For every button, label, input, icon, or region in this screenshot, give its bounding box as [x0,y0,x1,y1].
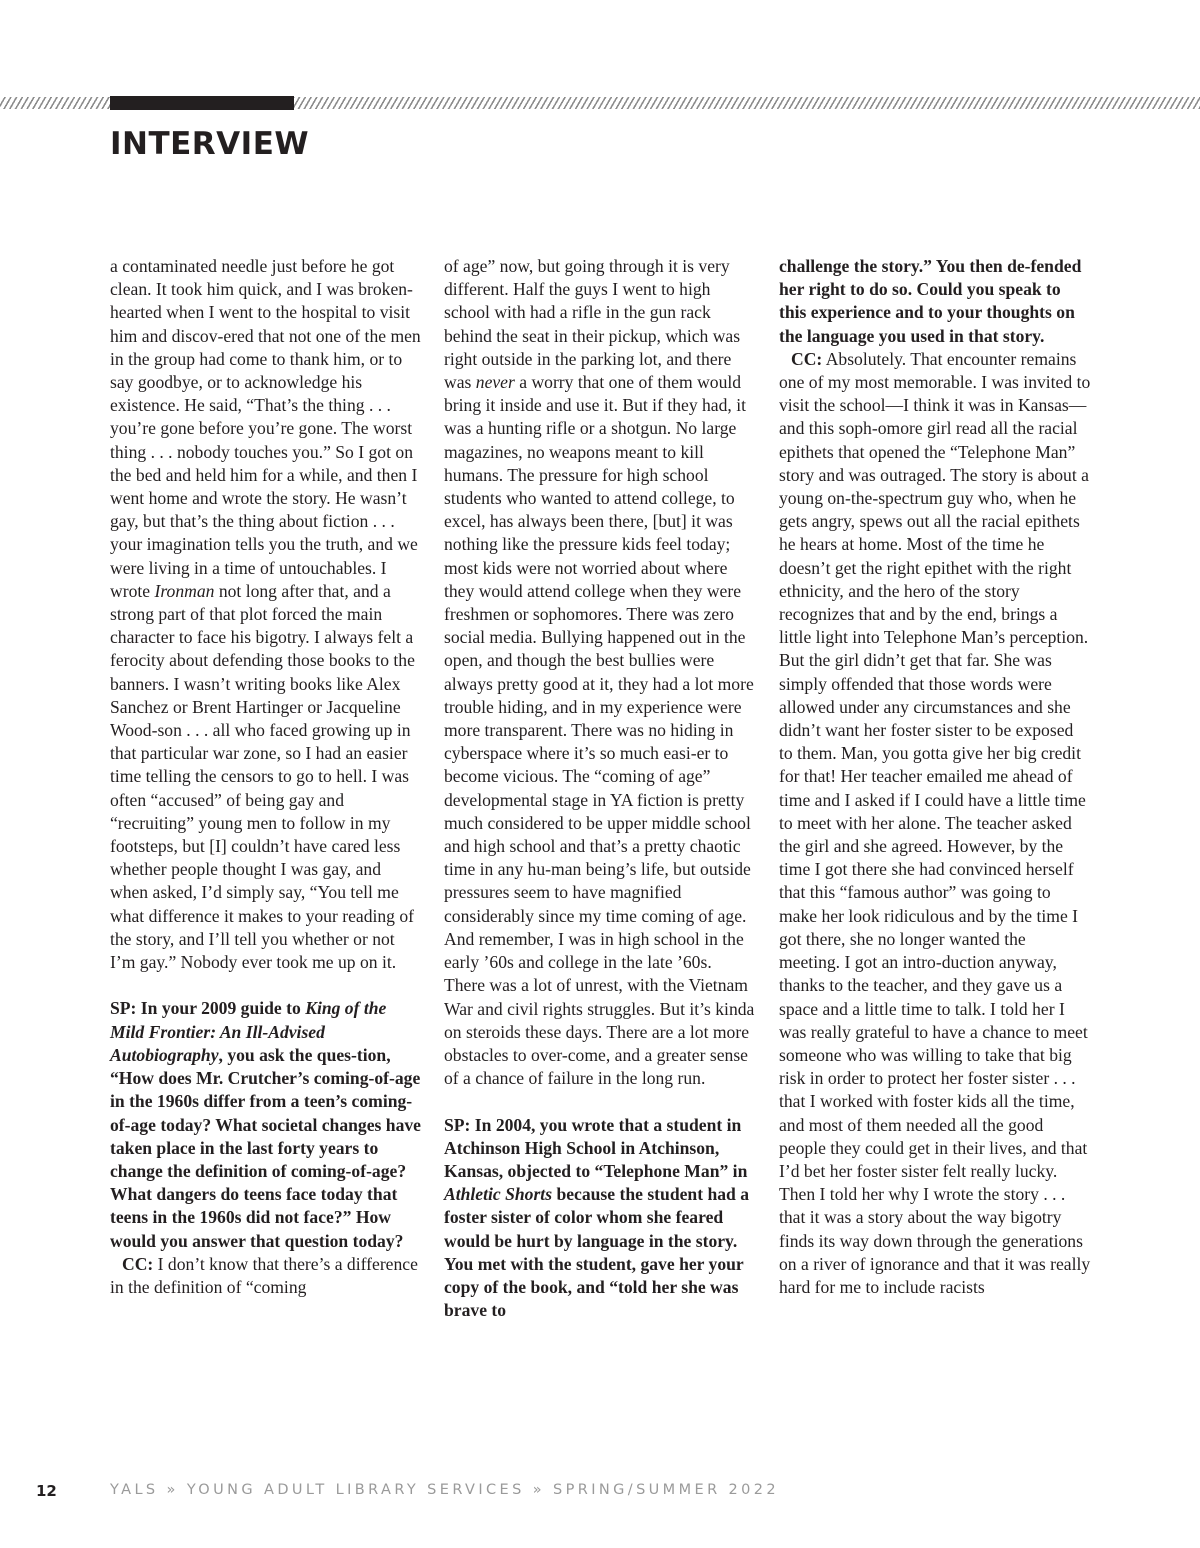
running-footer: YALS » YOUNG ADULT LIBRARY SERVICES » SPRING/SUMMER 2022 [110,1482,780,1498]
text-column-1 [110,255,422,1299]
text-column-3 [779,255,1091,1299]
interview-question-2: SP: In 2004, you wrote that a student in Atchinson High School in Atchinson, Kansas, objected to “Telephone Man” in Athletic Shorts because the student had a foster sister of color whom she feared would be hurt by language in the story. You met with the student, gave her your copy of the book, and “told her she was brave to [444,1114,750,1321]
book-title-king-of-the-mild-frontier: King of the Mild Frontier: An Ill-Advised Autobiography [110,998,387,1065]
text-column-2 [444,255,756,1322]
interview-question-2-continued: challenge the story.” You then de-fended her right to do so. Could you speak to this experience and to your thoughts on the language you used in that story. [779,256,1082,346]
page-footer [0,1480,1200,1504]
book-title-athletic-shorts: Athletic Shorts [444,1184,553,1205]
section-title: INTERVIEW [110,126,310,162]
page-number: 12 [36,1482,57,1500]
emphasis-never: never [475,372,515,393]
body-paragraph: a contaminated needle just before he got clean. It took him quick, and I was broken-hearted when I went to the hospital to visit him and discov-ered that not one of the men in the group had come to thank him, or to say goodbye, or to acknowledge his existence. He said, “That’s the thing . . . you’re gone before you’re gone. The worst thing . . . nobody touches you.” So I got on the bed and held him for a while, and then I went home and wrote the story. He wasn’t gay, but that’s the thing about fiction . . . your imagination tells you the truth, and we were living in a time of untouchables. I wrote Ironman not long after that, and a strong part of that plot forced the main character to face his bigotry. I always felt a ferocity about defending those books to the banners. I wasn’t writing books like Alex Sanchez or Brent Hartinger or Jacqueline Wood-son . . . all who faced growing up in that particular war zone, so I had an easier time telling the censors to go to hell. I was often “accused” of being gay and “recruiting” young men to follow in my footsteps, but [I] couldn’t have cared less whether people thought I was gay, and when asked, I’d simply say, “You tell me what difference it makes to your reading of the story, and I’ll tell you whether or not I’m gay.” Nobody ever took me up on it. [110,256,421,973]
interview-question-1: SP: In your 2009 guide to King of the Mild Frontier: An Ill-Advised Autobiography, you ask the ques-tion, “How does Mr. Crutcher’s coming-of-age in the 1960s differ from a teen’s coming-of-age today? What societal changes have taken place in the last forty years to change the definition of coming-of-age? What dangers do teens face today that teens in the 1960s did not face?” How would you answer that question today? [110,998,421,1251]
body-paragraph: of age” now, but going through it is very different. Half the guys I went to high school with had a rifle in the gun rack behind the seat in their pickup, which was right outside in the parking lot, and there was never a worry that one of them would bring it inside and use it. But if they had, it was a hunting rifle or a shotgun. No large magazines, no weapons meant to kill humans. The pressure for high school students who wanted to attend college, to excel, has always been there, [but] it was nothing like the pressure kids feel today; most kids were not worried about where they would attend college when they were freshmen or sophomores. There was zero social media. Bullying happened out in the open, and though the best bullies were always pretty good at it, they had a lot more trouble hiding, and in my experience were more transparent. There was no hiding in cyberspace where it’s so much easi-er to become vicious. The “coming of age” developmental stage in YA fiction is pretty much considered to be upper middle school and high school and that’s a pretty chaotic time in any hu-man being’s life, but outside pressures seem to have magnified considerably since my time coming of age. And remember, I was in high school in the early ’60s and college in the late ’60s. There was a lot of unrest, with the Vietnam War and civil rights struggles. But it’s kinda on steroids these days. There are a lot more obstacles to over-come, and a greater sense of a chance of failure in the long run. [444,256,755,1089]
section-accent-bar [110,96,294,110]
interview-answer-1: CC: I don’t know that there’s a difference in the definition of “coming [110,1253,418,1297]
speaker-label: CC: [122,1253,154,1274]
interview-answer-2: CC: Absolutely. That encounter remains one of my most memorable. I was invited to visit the school—I think it was in Kansas—and this soph-omore girl read all the racial epithets that opened the “Telephone Man” story and was outraged. The story is about a young on-the-spectrum guy who, when he gets angry, spews out all the racial epithets he hears at home. Most of the time he doesn’t get the right epithet with the right ethnicity, and the hero of the story recognizes that and by the end, brings a little light into Telephone Man’s perception. But the girl didn’t get that far. She was simply offended that those words were allowed under any circumstances and she didn’t want her foster sister to be exposed to them. Man, you gotta give her big credit for that! Her teacher emailed me ahead of time and I asked if I could have a little time to meet with her alone. The teacher asked the girl and she agreed. However, by the time I got there she had convinced herself that this “famous author” was going to make her look ridiculous and by the time I got there, she no longer wanted the meeting. I got an intro-duction anyway, thanks to the teacher, and they gave us a space and a little time to talk. I told her I was really grateful to have a chance to meet someone who was willing to take that big risk in order to protect her foster sister . . . that I worked with foster kids all the time, and most of them needed all the good people they could get in their lives, and that I’d bet her foster sister felt really lucky. Then I told her why I wrote the story . . . that it was a story about the way bigotry finds its way down through the generations on a river of ignorance and that it was really hard for me to include racists [779,348,1091,1297]
speaker-label: CC: [791,348,823,369]
book-title-ironman: Ironman [154,580,215,601]
